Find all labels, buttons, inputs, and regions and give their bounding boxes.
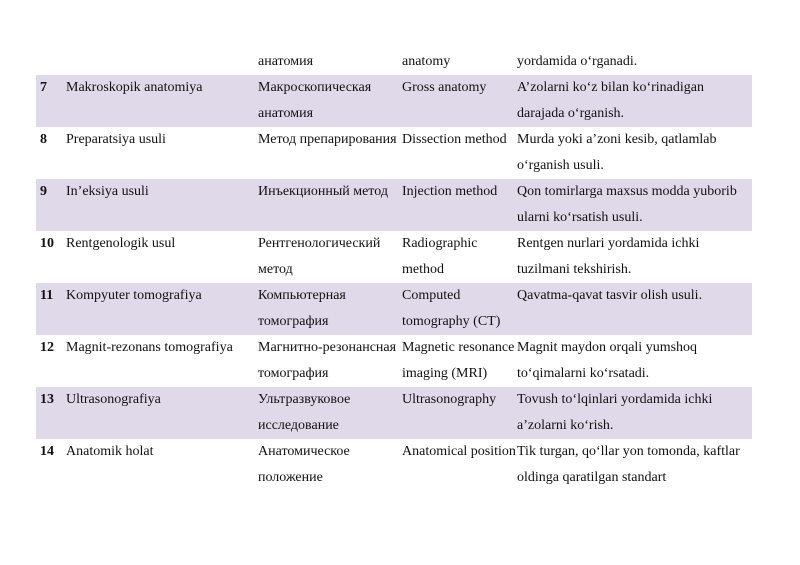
row-number: 7 <box>36 75 62 127</box>
term-uzbek <box>62 49 258 75</box>
row-number: 11 <box>36 283 62 335</box>
term-russian: анатомия <box>258 54 314 69</box>
table-row <box>36 335 752 387</box>
table-row <box>36 283 752 335</box>
term-english: Anatomical position <box>402 444 516 459</box>
glossary-table <box>36 49 752 491</box>
row-number: 13 <box>36 387 62 439</box>
term-description: yordamida o‘rganadi. <box>517 54 638 69</box>
term-russian: Метод препарирования <box>258 132 397 147</box>
table-row <box>36 49 752 75</box>
term-russian: Магнитно-резонансная томография <box>258 340 397 381</box>
term-english: Gross anatomy <box>402 75 517 127</box>
term-russian: Компьютерная томография <box>258 283 402 335</box>
table-row <box>36 439 752 491</box>
term-uzbek: Kompyuter tomografiya <box>62 283 258 335</box>
row-number: 12 <box>40 340 54 355</box>
term-uzbek: Rentgenologik usul <box>66 236 176 251</box>
term-description: Qon tomirlarga maxsus modda yuborib ularni ko‘rsatish usuli. <box>517 179 752 231</box>
table-row <box>36 231 752 283</box>
glossary-table-body <box>36 49 752 491</box>
term-uzbek: Anatomik holat <box>66 444 154 459</box>
term-description: Murda yoki a’zoni kesib, qatlamlab o‘rganish usuli. <box>517 132 717 173</box>
term-russian: Макроскопическая анатомия <box>258 75 402 127</box>
row-number: 9 <box>36 179 62 231</box>
term-description: A’zolarni ko‘z bilan ko‘rinadigan darajada o‘rganish. <box>517 75 752 127</box>
term-uzbek: Magnit-rezonans tomografiya <box>66 340 233 355</box>
term-description: Tovush to‘lqinlari yordamida ichki a’zolarni ko‘rish. <box>517 387 752 439</box>
term-russian: Ультразвуковое исследование <box>258 387 402 439</box>
term-english: Ultrasonography <box>402 387 517 439</box>
term-russian: Рентгенологический метод <box>258 236 381 277</box>
term-russian: Анатомическое положение <box>258 444 350 485</box>
term-english: Radiographic method <box>402 236 478 277</box>
term-uzbek: In’eksiya usuli <box>62 179 258 231</box>
term-english: Magnetic resonance imaging (MRI) <box>402 340 515 381</box>
term-uzbek: Preparatsiya usuli <box>66 132 166 147</box>
term-description: Magnit maydon orqali yumshoq to‘qimalarni ko‘rsatadi. <box>517 340 698 381</box>
table-row <box>36 127 752 179</box>
term-uzbek: Makroskopik anatomiya <box>62 75 258 127</box>
term-description: Qavatma-qavat tasvir olish usuli. <box>517 283 752 335</box>
table-row <box>36 75 752 127</box>
row-number: 14 <box>40 444 54 459</box>
term-english: anatomy <box>402 54 451 69</box>
table-row <box>36 179 752 231</box>
term-russian: Инъекционный метод <box>258 179 402 231</box>
term-english: Dissection method <box>402 132 507 147</box>
term-description: Tik turgan, qo‘llar yon tomonda, kaftlar oldinga qaratilgan standart <box>517 444 740 485</box>
table-row <box>36 387 752 439</box>
row-number <box>36 49 62 75</box>
term-uzbek: Ultrasonografiya <box>62 387 258 439</box>
term-description: Rentgen nurlari yordamida ichki tuzilmani tekshirish. <box>517 236 700 277</box>
row-number: 10 <box>40 236 54 251</box>
term-english: Computed tomography (CT) <box>402 283 517 335</box>
term-english: Injection method <box>402 179 517 231</box>
row-number: 8 <box>40 132 47 147</box>
